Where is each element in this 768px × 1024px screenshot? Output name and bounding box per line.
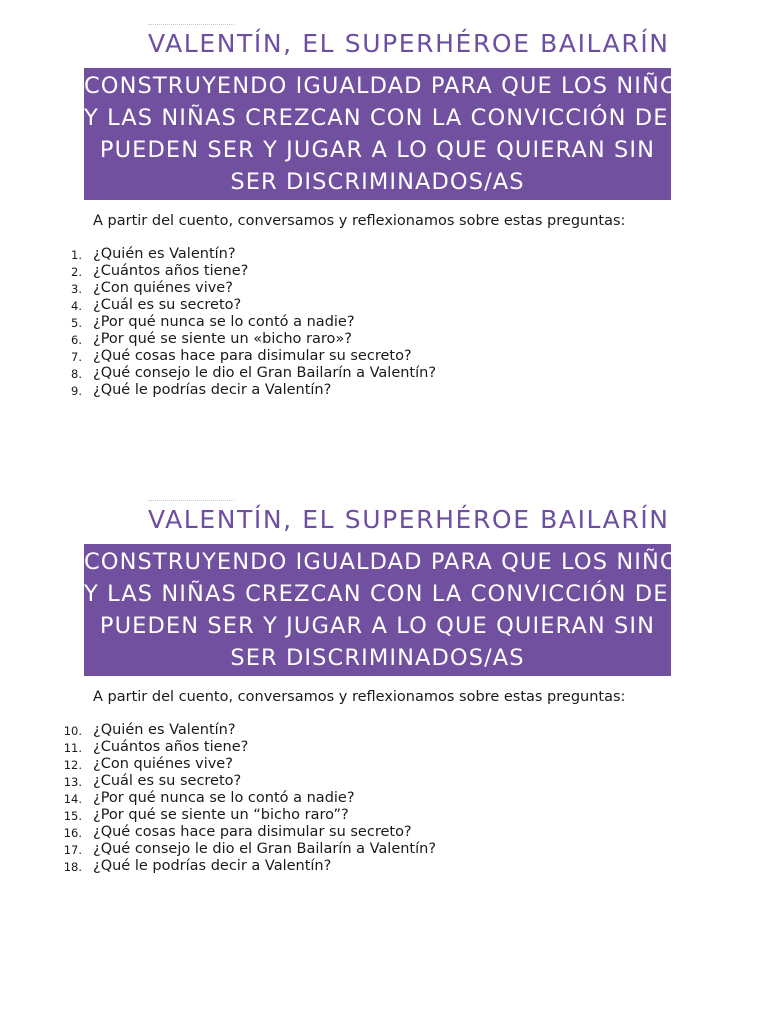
question-text: ¿Por qué nunca se lo contó a nadie?: [93, 314, 355, 330]
question-text: ¿Por qué se siente un «bicho raro»?: [93, 331, 352, 347]
question-text: ¿Qué cosas hace para disimular su secreto?: [93, 824, 412, 840]
banner-line: Y LAS NIÑAS CREZCAN CON LA CONVICCIÓN DE QUE: [84, 581, 729, 607]
question-item: [0, 790, 768, 807]
question-number: 17.: [63, 843, 82, 857]
question-item: [0, 858, 768, 875]
question-text: ¿Por qué nunca se lo contó a nadie?: [93, 790, 355, 806]
question-item: [0, 331, 768, 348]
question-number: 9.: [71, 384, 82, 398]
intro-text: A partir del cuento, conversamos y reflexionamos sobre estas preguntas:: [93, 689, 626, 705]
question-text: ¿Qué cosas hace para disimular su secreto?: [93, 348, 412, 364]
question-number: 12.: [63, 758, 82, 772]
question-item: [0, 807, 768, 824]
purple-banner: [84, 68, 729, 200]
question-text: ¿Quién es Valentín?: [93, 246, 236, 262]
question-number: 13.: [63, 775, 82, 789]
question-text: ¿Cuál es su secreto?: [93, 297, 242, 313]
question-number: 4.: [71, 299, 82, 313]
question-text: ¿Qué le podrías decir a Valentín?: [93, 382, 332, 398]
question-number: 10.: [63, 724, 82, 738]
question-item: [0, 280, 768, 297]
question-number: 14.: [63, 792, 82, 806]
question-number: 16.: [63, 826, 82, 840]
question-number: 11.: [63, 741, 82, 755]
question-text: ¿Cuántos años tiene?: [93, 263, 249, 279]
banner-line: PUEDEN SER Y JUGAR A LO QUE QUIERAN SIN: [99, 613, 656, 639]
question-text: ¿Con quiénes vive?: [93, 280, 233, 296]
question-list: [0, 246, 768, 399]
question-number: 7.: [71, 350, 82, 364]
question-text: ¿Qué consejo le dio el Gran Bailarín a Valentín?: [93, 365, 437, 381]
question-item: [0, 314, 768, 331]
question-item: [0, 739, 768, 756]
question-number: 3.: [71, 282, 82, 296]
question-number: 5.: [71, 316, 82, 330]
banner-line: PUEDEN SER Y JUGAR A LO QUE QUIERAN SIN: [99, 137, 656, 163]
banner-line: CONSTRUYENDO IGUALDAD PARA QUE LOS NIÑOS: [84, 73, 695, 99]
page-title: VALENTÍN, EL SUPERHÉROE BAILARÍN: [148, 29, 670, 58]
question-list: [0, 722, 768, 875]
question-number: 18.: [63, 860, 82, 874]
question-number: 8.: [71, 367, 82, 381]
question-item: [0, 263, 768, 280]
question-item: [0, 297, 768, 314]
banner-line: SER DISCRIMINADOS/AS: [230, 169, 525, 195]
question-item: [0, 722, 768, 739]
question-text: ¿Por qué se siente un “bicho raro”?: [93, 807, 349, 823]
question-item: [0, 824, 768, 841]
question-text: ¿Qué consejo le dio el Gran Bailarín a Valentín?: [93, 841, 437, 857]
question-text: ¿Cuál es su secreto?: [93, 773, 242, 789]
question-number: 6.: [71, 333, 82, 347]
intro-text: A partir del cuento, conversamos y reflexionamos sobre estas preguntas:: [93, 213, 626, 229]
question-number: 15.: [63, 809, 82, 823]
question-item: [0, 841, 768, 858]
question-item: [0, 773, 768, 790]
banner-line: SER DISCRIMINADOS/AS: [230, 645, 525, 671]
question-number: 2.: [71, 265, 82, 279]
question-item: [0, 382, 768, 399]
banner-line: Y LAS NIÑAS CREZCAN CON LA CONVICCIÓN DE QUE: [84, 105, 729, 131]
question-item: [0, 246, 768, 263]
question-text: ¿Con quiénes vive?: [93, 756, 233, 772]
question-item: [0, 365, 768, 382]
question-item: [0, 348, 768, 365]
page-title: VALENTÍN, EL SUPERHÉROE BAILARÍN: [148, 505, 670, 534]
question-text: ¿Quién es Valentín?: [93, 722, 236, 738]
question-item: [0, 756, 768, 773]
question-number: 1.: [71, 248, 82, 262]
question-text: ¿Qué le podrías decir a Valentín?: [93, 858, 332, 874]
question-text: ¿Cuántos años tiene?: [93, 739, 249, 755]
banner-line: CONSTRUYENDO IGUALDAD PARA QUE LOS NIÑOS: [84, 549, 695, 575]
purple-banner: [84, 544, 729, 676]
